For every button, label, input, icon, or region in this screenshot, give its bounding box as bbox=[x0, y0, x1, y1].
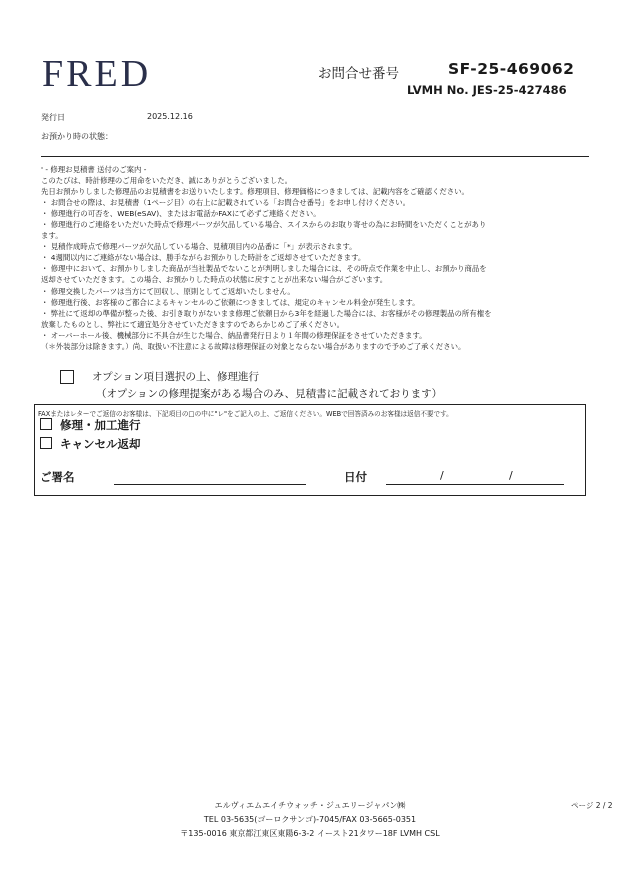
notice-line: 先日お預かりしました修理品のお見積書をお送りいたします。修理項目、修理価格につきましては、記載内容をご確認ください。 bbox=[41, 187, 469, 197]
proceed-checkbox[interactable] bbox=[40, 418, 52, 430]
notice-line: 返却させていただきます。この場合、お預かりした時点の状態に戻すことが出来ない場合がございます。 bbox=[41, 275, 388, 285]
issue-date-label: 発行日 bbox=[41, 113, 65, 122]
proceed-label: 修理・加工進行 bbox=[60, 418, 141, 432]
notice-line: ・ 4週間以内にご連絡がない場合は、勝手ながらお預かりした時計をご返却させていただきます。 bbox=[41, 253, 366, 263]
footer-company: エルヴィエムエイチウォッチ・ジュエリージャパン㈱ bbox=[214, 801, 406, 810]
notice-line: ・ 見積作成時点で修理パーツが欠品している場合、見積項目内の品番に「*」が表示されます。 bbox=[41, 242, 357, 252]
fax-instructions: FAXまたはレターでご返信のお客様は、下記項目の□の中に"レ"をご記入の上、ご返信ください。WEBで回答済みのお客様は返信不要です。 bbox=[38, 410, 453, 418]
date-separator: / bbox=[509, 469, 513, 482]
inquiry-number: SF-25-469062 bbox=[448, 60, 575, 78]
notice-line: ・ オーバーホール後、機械部分に不具合が生じた場合、納品書発行日より１年間の修理保証をさせていただきます。 bbox=[41, 330, 427, 340]
footer-contact: TEL 03-5635(ゴーロクサンゴ)-7045/FAX 03-5665-0351 bbox=[203, 815, 417, 824]
cancel-checkbox[interactable] bbox=[40, 437, 52, 449]
notice-line: （＊外装部分は除きます。）尚、取扱い不注意による故障は修理保証の対象とならない場合がありますので予めご了承ください。 bbox=[41, 341, 466, 351]
inquiry-label: お問合せ番号 bbox=[318, 66, 399, 82]
date-label: 日付 bbox=[344, 470, 367, 484]
option-label: オプション項目選択の上、修理進行 bbox=[92, 371, 260, 383]
footer-address: 〒135-0016 東京都江東区東陽6-3-2 イースト21タワー18F LVMH CSL bbox=[180, 829, 440, 838]
notice-line: ・ 修理進行後、お客様のご都合によるキャンセルのご依頼につきましては、規定のキャンセル料金が発生します。 bbox=[41, 297, 420, 307]
fred-logo: FRED bbox=[42, 53, 152, 95]
date-separator: / bbox=[440, 469, 444, 482]
notice-line: ・ お問合せの際は、お見積書（1ページ目）の右上に記載されている「お問合せ番号」をお申し付けください。 bbox=[41, 198, 411, 208]
date-line[interactable] bbox=[386, 484, 564, 485]
notice-line: ・ 修理交換したパーツは当方にて回収し、原則としてご返却いたしません。 bbox=[41, 286, 295, 296]
notice-line: ・ 弊社にて返却の準備が整った後、お引き取りがないまま修理ご依頼日から3年を経過した場合には、お客様がその修理製品の所有権を bbox=[41, 308, 492, 318]
notice-line: ・ 修理進行のご連絡をいただいた時点で修理パーツが欠品している場合、スイスからのお取り寄せの為にお時間をいただくことがあり bbox=[41, 220, 487, 230]
option-checkbox[interactable] bbox=[60, 370, 74, 384]
notice-line: ・ 修理進行の可否を、WEB(eSAV)、またはお電話かFAXにて必ずご連絡ください。 bbox=[41, 209, 321, 219]
lvmh-number: LVMH No. JES-25-427486 bbox=[407, 83, 567, 97]
notice-line: ます。 bbox=[41, 231, 63, 241]
notice-line: このたびは、時計修理のご用命をいただき、誠にありがとうございました。 bbox=[41, 176, 292, 186]
notice-line: 放棄したものとし、弊社にて適宜処分させていただきますのであらかじめご了承ください。 bbox=[41, 319, 345, 329]
page-number: ページ 2 / 2 bbox=[571, 801, 613, 810]
option-note: （オプションの修理提案がある場合のみ、見積書に記載されております） bbox=[96, 388, 443, 400]
signature-line[interactable] bbox=[114, 484, 306, 485]
condition-label: お預かり時の状態： bbox=[41, 132, 113, 141]
notice-line: ・ 修理中において、お預かりしました商品が当社製品でないことが判明しました場合には、その時点で作業を中止し、お預かり商品を bbox=[41, 264, 487, 274]
signature-label: ご署名 bbox=[40, 470, 75, 484]
issue-date-value: 2025.12.16 bbox=[147, 112, 193, 121]
cancel-label: キャンセル返却 bbox=[60, 437, 141, 451]
notice-line: ' - 修理お見積書 送付のご案内 - bbox=[41, 165, 147, 174]
notice-block bbox=[41, 164, 591, 352]
condition-divider bbox=[41, 156, 589, 157]
